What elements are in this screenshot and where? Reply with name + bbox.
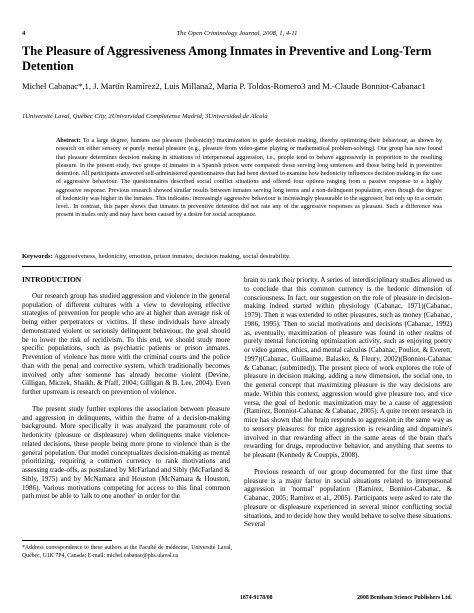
abstract-text: To a large degree, humans use pleasure (hedonicity) maximization to guide decision making, thereby optimizing their behaviour, as shown by research on either sensory or purely mental pleasure (e.g., pleasure from video-game playing or mathematical problem-solving). Our group has now found that pleasure determines decision making in situations of interpersonal aggression, i.e., people tend to behave aggressively in proportion to the resulting pleasure. In the present study, two groups of inmates in a Spanish prison were compared: those serving long sentences and those being held in preventive detention. All participants answered self-administered questionnaires that had been devised to examine how hedonicity influences decision making in the case of aggressive behaviour. The questionnaires described social conflict situations and offered four options ranging from a passive response to a highly aggressive response. Previous research showed similar results between inmates serving long terms and a non-delinquent population, even though the degree of hedonicity was higher in the inmates. This indicates: increasingly aggressive behaviour is increasingly pleasurable to the aggressor, but only up to a certain level.. In contrast, this paper shows that inmates in preventive detention did not rate any of the aggressive responses as pleasant. Such a difference was present in males only and may have been caused by a desire for social acceptance. (56, 138, 442, 219)
abstract-label: Abstract: (56, 138, 81, 144)
section-heading-introduction: INTRODUCTION (22, 275, 82, 284)
keywords-label: Keywords: (22, 253, 53, 260)
author-list: Michel Cabanac*,1, J. Martín Ramírez2, Luis Millana2, Maria P. Toldos-Romero3 and M.-Claude Bonniot-Cabanac1 (22, 81, 426, 91)
correspondence-footnote: *Address correspondence to these authors at the Faculté de médecine, Université Laval, Québec, G1K 7P4, Canada; E-mail: michel.cabanac@phs.ulaval.ca (22, 545, 232, 559)
paragraph: The present study further explores the association between pleasure and aggression in delinquents, within the frame of a decision-making background. More specifically it was analyzed the paramount role of hedonicity (pleasure or displeasure) when delinquents make violence-related decisions, these people being more prone to violence than is the general population. Our model conceptualizes decision-making as mental prioritizing, requiring a common currency to rank motivations and assessing trade-offs, as postulated by McFarland and Sibly (McFarland & Sibly, 1975) and by McNamara and Houston (McNamara & Houston, 1986). Various motivations competing for access to this final common path must be able to 'talk to one another' in order for the (22, 404, 230, 501)
section-divider (22, 266, 452, 267)
journal-citation: The Open Criminology Journal, 2008, 1, 4-11 (176, 30, 298, 37)
paragraph: brain to rank their priority. A series of interdisciplinary studies allowed us to conclude that this common currency is the hedonic dimension of consciousness. In fact, our suggestion on the role of pleasure in decision-making indeed started within physiology (Cabanac, 1971)(Cabanac, 1979). Then it was extended to other pleasures, such as money (Cabanac, 1986, 1995). Then to social motivations and decisions (Cabanac, 1992) as, eventually, maximization of pleasure was found in other realms of purely mental functioning optimization activity, such as enjoying poetry or video games, ethics, and mental calculus (Cabanac, Pouliot, & Everett, 1997)(Cabanac, Guillaume, Balasko, & Fleury, 2002)(Bonniot-Cabanac & Cabanac, (submitted)). The present piece of work explores the role of pleasure in decision making, adding a new dimension, the social one, to the general concept that maximizing pleasure is the way decisions are made. Within this context, aggression would give pleasure too, and vice versa, the goal of hedonic maximization may be a cause of aggression (Ramírez, Bonniot-Cabanac & Cabanac, 2005). A quite recent research in mice has shown that the brain responds to aggression in the same way as to sensory pleasures: for mice aggression is rewarding and dopamine's involved in that rewarding affect in the same areas of the brain that's rewarding for drugs, reproductive behavior, and anything that seems to be pleasant (Kennedy & Couppis, 2008). (244, 276, 452, 459)
left-column (22, 276, 230, 501)
abstract (56, 137, 442, 220)
page-number: 4 (22, 30, 26, 37)
running-header (22, 30, 452, 40)
keywords-text: Aggressiveness, hedonicity, emotion, prison inmates, decision making, social desirability. (54, 253, 291, 260)
keywords (22, 252, 452, 261)
issn: 1874-9178/08 (240, 595, 273, 601)
paragraph: Our research group has studied aggression and violence in the general population of different cultures with a view to developing effective strategies of prevention for people who are at higher than average risk of being either perpetrators or victims. If these individuals have already demonstrated violent or seriously delinquent behaviour, the goal should be to lower the risk of recidivism. To this end, we should study more specific populations, such as psychiatric patients or prison inmates. Prevention of violence has more with the criminal courts and the police than with the penal and corrective system, which traditionally becomes involved only after someone has already become violent (Devine, Gilligan, Miczek, Shaikh, & Pfaff, 2004; Gilligan & B. Lee, 2004). Even further upstream is research on prevention of violence. (22, 291, 230, 396)
right-column (244, 276, 452, 529)
footnote-divider (22, 540, 112, 541)
article-title: The Pleasure of Aggressiveness Among Inmates in Preventive and Long-Term Detention (22, 44, 432, 73)
paragraph: Previous research of our group documented for the first time that pleasure is a major factor in social situations related to interpersonal aggression in 'normal' population (Ramírez, Bonniot-Cabanac, & Cabanac, 2005; Ramírez et al., 2005). Participants were asked to rate the pleasure or displeasure experienced in several minor conflicting social situations, and to decide how they would behave to solve these situations. Several (244, 467, 452, 529)
affiliations: 1Université Laval, Québec City, 2Universidad Complutense Madrid, 3Universidad de Alcalá (22, 113, 268, 120)
publisher-copyright: 2008 Bentham Science Publishers Ltd. (357, 595, 452, 601)
